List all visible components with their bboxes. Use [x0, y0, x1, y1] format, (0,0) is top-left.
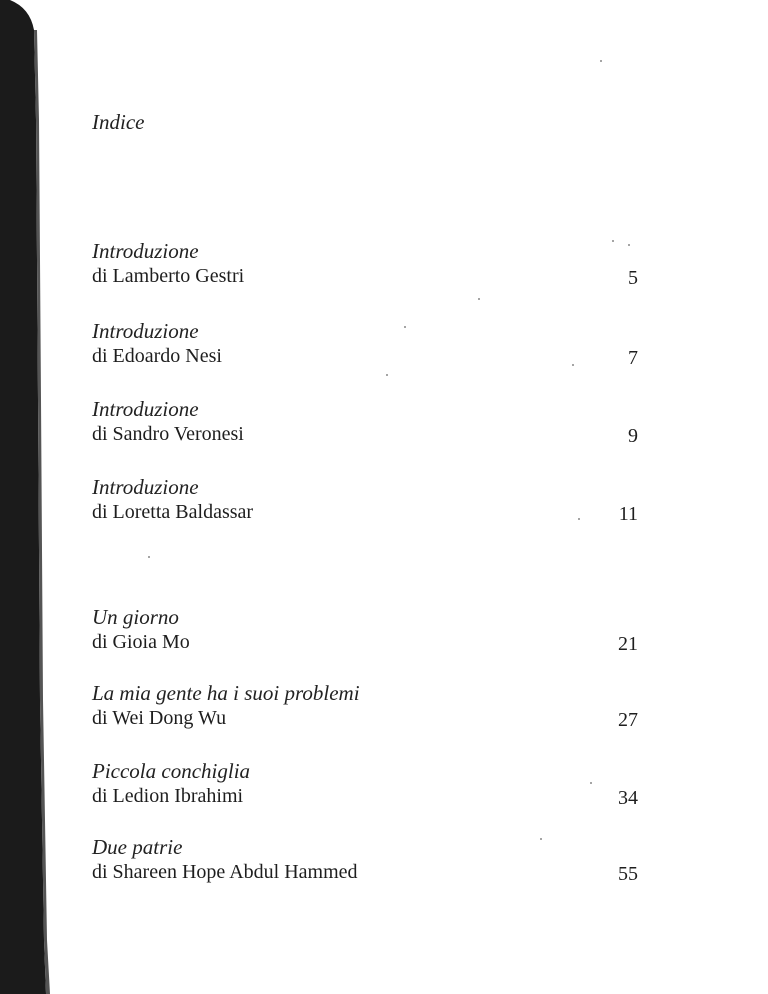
entry-author: di Sandro Veronesi	[92, 423, 244, 445]
entry-author: di Ledion Ibrahimi	[92, 785, 244, 807]
toc-entry[interactable]	[92, 834, 652, 886]
toc-entry[interactable]	[92, 474, 652, 526]
entry-title: La mia gente ha i suoi problemi	[92, 681, 360, 705]
entry-page-number: 27	[618, 709, 638, 731]
entry-author: di Gioia Mo	[92, 631, 190, 653]
entry-title: Un giorno	[92, 605, 179, 629]
entry-author: di Shareen Hope Abdul Hammed	[92, 861, 358, 883]
toc-entry[interactable]	[92, 680, 652, 732]
entry-page-number: 34	[618, 787, 638, 809]
entry-title: Introduzione	[92, 397, 199, 421]
entry-page-number: 55	[618, 863, 638, 885]
entry-page-number: 5	[628, 267, 638, 289]
toc-entry[interactable]	[92, 238, 652, 290]
entry-author: di Loretta Baldassar	[92, 501, 254, 523]
entry-author: di Edoardo Nesi	[92, 345, 222, 367]
entry-author: di Wei Dong Wu	[92, 707, 227, 729]
entry-title: Piccola conchiglia	[92, 759, 251, 783]
toc-entry[interactable]	[92, 758, 652, 810]
toc-entry[interactable]	[92, 318, 652, 370]
page-title: Indice	[92, 110, 145, 134]
book-spine-shadow	[0, 0, 60, 994]
entry-author: di Lamberto Gestri	[92, 265, 245, 287]
entry-title: Due patrie	[92, 835, 183, 859]
entry-title: Introduzione	[92, 475, 199, 499]
entry-page-number: 11	[618, 503, 638, 525]
toc-entry[interactable]	[92, 396, 652, 448]
toc-entry[interactable]	[92, 604, 652, 656]
entry-title: Introduzione	[92, 319, 199, 343]
entry-page-number: 9	[628, 425, 638, 447]
entry-title: Introduzione	[92, 239, 199, 263]
entry-page-number: 7	[628, 347, 638, 369]
entry-page-number: 21	[618, 633, 638, 655]
